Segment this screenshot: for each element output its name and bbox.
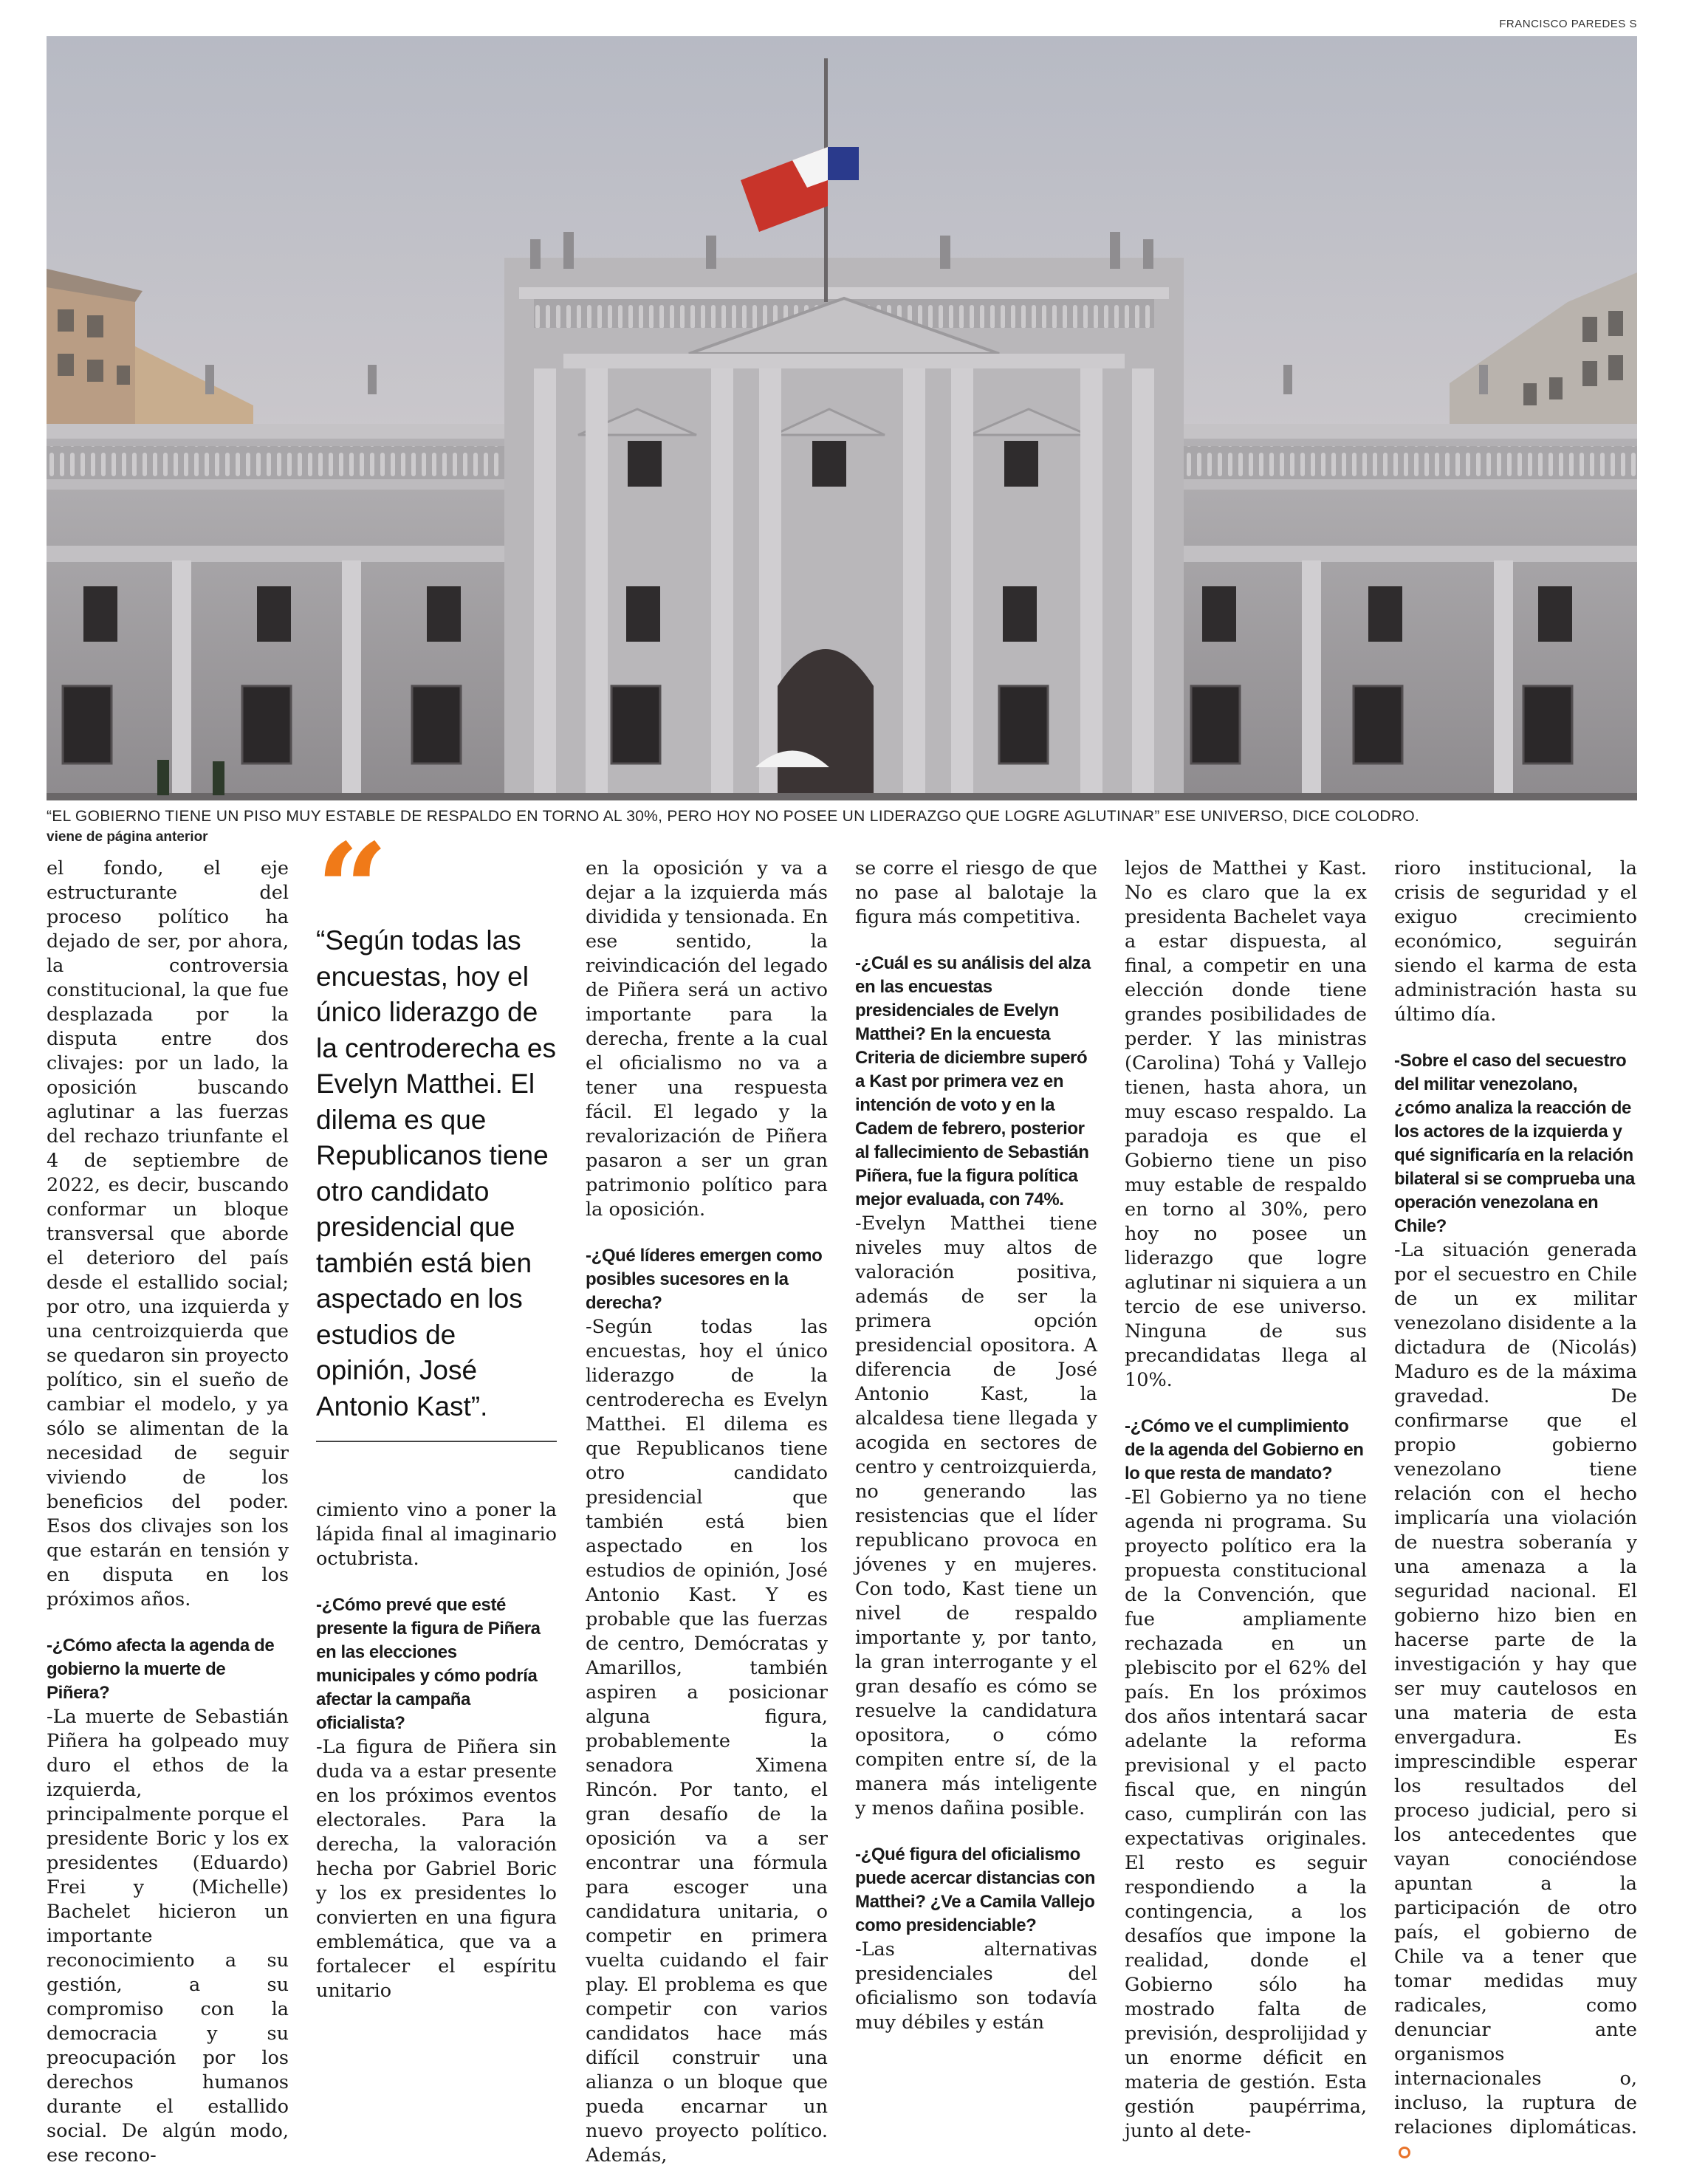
pull-quote [316, 816, 557, 1442]
article-column-5 [1125, 857, 1367, 2144]
news-photo [47, 36, 1637, 800]
interview-question: -Sobre el caso del secuestro del militar venezolano, ¿cómo analiza la reacción de los actores de la izquierda y qué significaría en la relación bilateral si se comprueba una operación venezolana en Chile? [1394, 1051, 1635, 1236]
paragraph: rioro institucional, la crisis de seguridad y el exiguo crecimiento económico, seguirán siendo el karma de esta administración hasta su último día. [1394, 857, 1637, 1026]
interview-question: -¿Cómo ve el cumplimiento de la agenda del Gobierno en lo que resta de mandato? [1125, 1416, 1364, 1483]
paragraph: en la oposición y va a dejar a la izquierda más dividida y tensionada. En ese sentido, la reivindicación del legado de Piñera será un activo importante para la derecha, frente a la cual el oficialismo no va a tener una respuesta fácil. El legado y la revalorización de Piñera pasaron a ser un gran patrimonio político para la oposición. [586, 857, 828, 1221]
interview-question: -¿Qué figura del oficialismo puede acercar distancias con Matthei? ¿Ve a Camila Vallejo como presidenciable? [855, 1845, 1095, 1935]
paragraph: -La muerte de Sebastián Piñera ha golpeado muy duro el ethos de la izquierda, principalmente porque el presidente Boric y los ex presidentes (Eduardo) Frei y (Michelle) Bachelet hicieron un importante reconocimiento a su gestión, a su compromiso con la democracia y su preocupación por los derechos humanos durante el estallido social. De algún modo, ese recono- [47, 1706, 289, 2167]
interview-question: -¿Cómo afecta la agenda de gobierno la muerte de Piñera? [47, 1636, 275, 1703]
photo-credit: FRANCISCO PAREDES S [1499, 18, 1637, 30]
paragraph: -El Gobierno ya no tiene agenda ni programa. Su proyecto político era la propuesta constitucional de la Convención, que fue ampliamente rechazada en un plebiscito por el 62% del país. En los próximos dos años intentará sacar adelante la reforma previsional y el pacto fiscal que, en ningún caso, cumplirán con las expectativas originales. El resto es seguir respondiendo a la contingencia, a los desafíos que impone la realidad, donde el Gobierno sólo ha mostrado falta de previsión, desprolijidad y un enorme déficit en materia de gestión. Esta gestión paupérrima, junto al dete- [1125, 1486, 1367, 2142]
quote-mark-icon: “ [316, 816, 374, 964]
palacio-de-la-moneda-photo [47, 36, 1637, 800]
end-of-article-icon [1399, 2147, 1410, 2158]
photo-caption: “EL GOBIERNO TIENE UN PISO MUY ESTABLE DE RESPALDO EN TORNO AL 30%, PERO HOY NO POSEE UN LIDERAZGO QUE LOGRE AGLUTINAR” ESE UNIVERSO, DICE COLODRO. [47, 808, 1420, 825]
interview-question: -¿Qué líderes emergen como posibles sucesores en la derecha? [586, 1246, 823, 1313]
paragraph: -Evelyn Matthei tiene niveles muy altos de valoración positiva, además de ser la primera opción presidencial opositora. A diferencia de José Antonio Kast, la alcaldesa tiene llegada y acogida en sectores de centro y centroizquierda, no generando las resistencias que el líder republicano provoca en jóvenes y en mujeres. Con todo, Kast tiene un nivel de respaldo importante y, por tanto, la gran interrogante y el gran desafío es cómo se resuelve la candidatura opositora, o cómo compiten entre sí, de la manera más inteligente y menos dañina posible. [855, 1212, 1097, 1819]
article-column-4 [855, 857, 1097, 2035]
article-column-1 [47, 857, 289, 2168]
article-column-6 [1394, 857, 1637, 2164]
paragraph: -Las alternativas presidenciales del oficialismo son todavía muy débiles y están [855, 1938, 1097, 2034]
paragraph: -La figura de Piñera sin duda va a estar presente en los próximos eventos electorales. Para la derecha, la valoración hecha por Gabriel Boric y los ex presidentes lo convierten en una figura emblemática, que va a fortalecer el espíritu unitario [316, 1736, 557, 2002]
paragraph: -La situación generada por el secuestro en Chile de un ex militar venezolano disidente a la dictadura de (Nicolás) Maduro es de la máxima gravedad. De confirmarse que el propio gobierno venezolano tiene relación con el hecho implicaría una violación de nuestra soberanía y una amenaza a la seguridad nacional. El gobierno hizo bien en hacerse parte de la investigación y hay que ser muy cautelosos en una materia de esta envergadura. Es imprescindible esperar los resultados del proceso judicial, pero si los antecedentes que vayan conociéndose apuntan a la participación de otro país, el gobierno de Chile va a tener que tomar medidas muy radicales, como denunciar ante organismos internacionales o, incluso, la ruptura de relaciones diplomáticas. [1394, 1239, 1637, 2138]
paragraph: -Según todas las encuestas, hoy el único liderazgo de la centroderecha es Evelyn Matthei. El dilema es que Republicanos tiene otro candidato presidencial que también está bien aspectado en los estudios de opinión, José Antonio Kast. Y es probable que las fuerzas de centro, Demócratas y Amarillos, también aspiren a posicionar alguna figura, probablemente la senadora Ximena Rincón. Por tanto, el gran desafío de la oposición va a ser encontrar una fórmula para escoger una candidatura unitaria, o competir en primera vuelta cuidando el fair play. El problema es que competir con varios candidatos hace más difícil construir una alianza o un bloque que pueda encarnar un nuevo proyecto político. Además, [586, 1316, 828, 2167]
article-column-3 [586, 857, 828, 2168]
paragraph: el fondo, el eje estructurante del proceso político ha dejado de ser, por ahora, la controversia constitucional, la que fue desplazada por la disputa entre dos clivajes: por un lado, la oposición buscando aglutinar a las fuerzas del rechazo triunfante el 4 de septiembre de 2022, es decir, buscando conformar un bloque transversal que aborde el deterioro del país desde el estallido social; por otro, una izquierda y una centroizquierda que se quedaron sin proyecto político, sin el sueño de cambiar el modelo, y ya sólo se alimentan de la necesidad de seguir viviendo de los beneficios del poder. Esos dos clivajes son los que estarán en tensión y en disputa en los próximos años. [47, 857, 289, 1610]
interview-question: -¿Cuál es su análisis del alza en las encuestas presidenciales de Evelyn Matthei? En la encuesta Criteria de diciembre superó a Kast por primera vez en intención de voto y en la Cadem de febrero, posterior al fallecimiento de Sebastián Piñera, fue la figura política mejor evaluada, con 74%. [855, 953, 1091, 1210]
interview-question: -¿Cómo prevé que esté presente la figura de Piñera en las elecciones municipales y cómo podría afectar la campaña oficialista? [316, 1595, 541, 1733]
paragraph-final [1394, 1238, 1637, 2164]
pull-quote-divider [316, 1441, 557, 1442]
paragraph: lejos de Matthei y Kast. No es claro que la ex presidenta Bachelet vaya a estar dispuesta, al final, a competir en una elección donde tiene grandes posibilidades de perder. Y las ministras (Carolina) Tohá y Vallejo tienen, hasta ahora, un muy escaso respaldo. La paradoja es que el Gobierno tiene un piso muy estable de respaldo en torno al 30%, pero hoy no posee un liderazgo que logre aglutinar ni siquiera a un tercio de ese universo. Ninguna de sus precandidatas llega al 10%. [1125, 857, 1368, 1391]
pull-quote-text: “Según todas las encuestas, hoy el único liderazgo de la centroderecha es Evelyn Matthei. El dilema es que Republicanos tiene otro candidato presidencial que también está bien aspectado en los estudios de opinión, José Antonio Kast”. [316, 925, 556, 1421]
continued-from-previous-page: viene de página anterior [47, 829, 208, 845]
article-column-2 [316, 1498, 557, 2003]
paragraph: se corre el riesgo de que no pase al balotaje la figura más competitiva. [855, 857, 1097, 928]
paragraph: cimiento vino a poner la lápida final al imaginario octubrista. [316, 1499, 557, 1570]
